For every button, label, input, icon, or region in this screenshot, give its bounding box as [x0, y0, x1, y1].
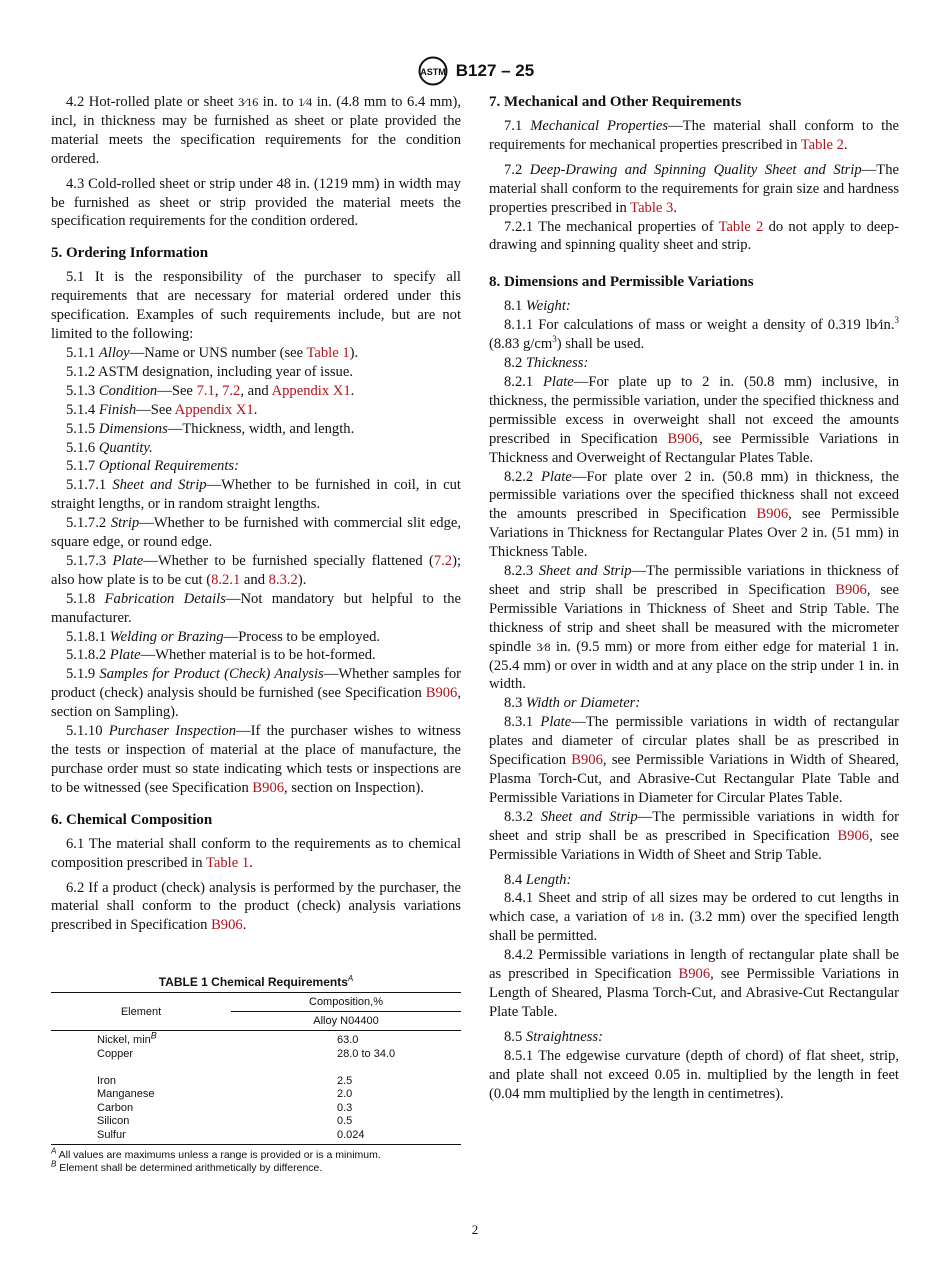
section-5-1-8-1: 5.1.8.1 Welding or Brazing—Process to be employed.	[66, 628, 381, 645]
section-5-1-6: 5.1.6 Quantity.	[66, 439, 153, 456]
link-b906[interactable]: B906	[252, 779, 285, 796]
link-b906[interactable]: B906	[425, 685, 458, 702]
section-8-3-2: 8.3.2 Sheet and Strip—The permissible variations in width for sheet and strip shall be as prescribed in Specification B906, see Permissible Variations in Width of Sheet and Strip Table.	[489, 808, 899, 863]
section-8-3-1: 8.3.1 Plate—The permissible variations in width of rectangular plates and diameter of circular plates shall be as prescribed in Specification B906, see Permissible Variations in Width of Sheared, Plasma Torch-Cut, and Abrasive-Cut Rectangular Plate Table and Permissible Variations in Diameter for Circular Plates Table.	[489, 714, 899, 806]
page-number: 2	[471, 1222, 479, 1237]
heading-chemical-composition: 6. Chemical Composition	[51, 811, 213, 828]
page-header	[0, 56, 950, 86]
heading-dimensions: 8. Dimensions and Permissible Variations	[489, 274, 754, 291]
heading-mechanical-requirements: 7. Mechanical and Other Requirements	[489, 94, 742, 110]
table-1-chemical-requirements	[51, 975, 461, 1175]
left-column	[51, 93, 461, 935]
link-table-1[interactable]: Table 1	[205, 854, 250, 871]
section-8-5-1: 8.5.1 The edgewise curvature (depth of chord) of flat sheet, strip, and plate shall not exceed 0.05 in. multiplied by the length in feet (0.04 mm multiplied by the length in centimetres).	[489, 1047, 899, 1102]
link-table-3[interactable]: Table 3	[630, 199, 674, 216]
link-b906[interactable]: B906	[678, 966, 711, 983]
table-footnotes	[51, 1146, 461, 1175]
link-7-1[interactable]: 7.1	[196, 382, 215, 399]
section-5-1-5: 5.1.5 Dimensions—Thickness, width, and length.	[66, 420, 355, 437]
section-5-1-7-3: 5.1.7.3 Plate—Whether to be furnished specially flattened (7.2); also how plate is to be cut (8.2.1 and 8.3.2).	[51, 552, 461, 588]
table-row: Nickel, $\min^B$ 63.0	[97, 1030, 359, 1046]
astm-logo-icon	[416, 56, 450, 86]
section-4-3: 4.3 Cold-rolled sheet or strip under 48 in. (1219 mm) in width may be furnished as sheet or strip provided the material meets the specification requirements for the condition ordered.	[51, 175, 461, 230]
section-8-3: 8.3 Width or Diameter:	[504, 695, 641, 712]
link-b906[interactable]: B906	[667, 430, 700, 447]
section-5-1-3: 5.1.3 Condition—See 7.1, 7.2, and Appendix X1.	[66, 382, 355, 399]
table-title: TABLE 1 Chemical Requirements$^A$	[158, 974, 354, 989]
section-4-2: 4.2 Hot-rolled plate or sheet 3⁄16 in. to 1⁄4 in. (4.8 mm to 6.4 mm), incl, in thickness may be furnished as sheet or plate provided the material meets the specification requirements for the condition ordered.	[51, 94, 461, 167]
fraction: 1⁄4	[298, 95, 313, 109]
section-8-5: 8.5 Straightness:	[504, 1028, 603, 1045]
section-5-1-1: 5.1.1 Alloy—Name or UNS number (see Table 1).	[66, 344, 359, 361]
link-7-2[interactable]: 7.2	[433, 552, 453, 569]
link-appendix-x1[interactable]: Appendix X1	[174, 401, 254, 418]
link-table-1[interactable]: Table 1	[306, 344, 350, 361]
section-5-1-4: 5.1.4 Finish—See Appendix X1.	[66, 401, 258, 418]
fraction: 1⁄8	[649, 910, 664, 925]
section-7-2-1: 7.2.1 The mechanical properties of Table 2 do not apply to deep-drawing and spinning quality sheet and strip.	[489, 218, 899, 254]
section-5-1-8-2: 5.1.8.2 Plate—Whether material is to be hot-formed.	[66, 647, 376, 664]
astm-logo-text: ASTM	[420, 67, 446, 77]
link-8-3-2[interactable]: 8.3.2	[268, 571, 298, 588]
section-7-2: 7.2 Deep-Drawing and Spinning Quality Sheet and Strip—The material shall conform to the requirements for grain size and hardness properties prescribed in Table 3.	[489, 161, 899, 216]
column-header-element: Element	[51, 993, 231, 1031]
footnote: $^B$ Element shall be determined arithmetically by difference.	[51, 1159, 323, 1174]
section-8-2-3: 8.2.3 Sheet and Strip—The permissible variations in thickness of sheet and strip shall be prescribed in Specification B906, see Permissible Variations in Thickness of Sheet and Strip Table. The thickness of strip and sheet shall be measured with the micrometer spindle 3⁄8 in. (9.5 mm) or more from either edge for material 1 in. (25.4 mm) or over in width and at any place on the strip under 1 in. in width.	[489, 563, 899, 693]
section-5-1: 5.1 It is the responsibility of the purchaser to specify all requirements that are necessary for material ordered under this specification. Examples of such requirements include, but are not limited to the following:	[51, 269, 461, 343]
link-b906[interactable]: B906	[211, 917, 243, 934]
footnote: $^A$ All values are maximums unless a range is provided or is a minimum.	[51, 1146, 381, 1161]
section-5-1-8: 5.1.8 Fabrication Details—Not mandatory but helpful to the manufacturer.	[51, 590, 462, 626]
right-column	[489, 93, 899, 1103]
section-8-4-1: 8.4.1 Sheet and strip of all sizes may be ordered to cut lengths in which case, a variation of 1⁄8 in. (3.2 mm) over the specified length shall be permitted.	[489, 890, 900, 945]
table-row: Copper 28.0 to 34.0	[97, 1047, 396, 1060]
link-b906[interactable]: B906	[756, 506, 789, 523]
fraction: 3⁄8	[536, 639, 551, 654]
table-row: Silicon 0.5	[97, 1115, 353, 1127]
column-header-composition: Composition,%	[231, 993, 461, 1012]
link-table-2[interactable]: Table 2	[718, 218, 764, 235]
section-5-1-7-2: 5.1.7.2 Strip—Whether to be furnished with commercial slit edge, square edge, or round edge.	[51, 515, 461, 551]
section-8-2-1: 8.2.1 Plate—For plate up to 2 in. (50.8 mm) inclusive, in thickness, the permissible variation, under the specified thickness and permissible excess in overweight shall not exceed the amounts prescribed in Specification B906, see Permissible Variations in Thickness and Overweight of Rectangular Plates Table.	[489, 373, 899, 466]
chemical-table	[51, 992, 461, 1145]
section-8-2: 8.2 Thickness:	[504, 355, 589, 372]
section-5-1-9: 5.1.9 Samples for Product (Check) Analysis—Whether samples for product (check) analysis should be furnished (see Specification B906, section on Sampling).	[51, 666, 461, 721]
section-8-2-2: 8.2.2 Plate—For plate over 2 in. (50.8 mm) in thickness, the permissible variations over the specified thickness shall not exceed the amounts prescribed in Specification B906, see Permissible Variations in Thickness for Rectangular Plates Over 2 in. (51 mm) in Thickness Table.	[489, 468, 899, 561]
table-row: Iron 2.5	[97, 1074, 353, 1087]
section-5-1-10: 5.1.10 Purchaser Inspection—If the purchaser wishes to witness the tests or inspection of material at the place of manufacture, the purchase order must so state indicating which tests or inspections are to be witnessed (see Specification B906, section on Inspection).	[51, 723, 461, 796]
column-header-alloy: Alloy N04400	[231, 1012, 461, 1031]
link-7-2[interactable]: 7.2	[222, 382, 241, 399]
link-8-2-1[interactable]: 8.2.1	[211, 571, 241, 588]
section-8-4-2: 8.4.2 Permissible variations in length of rectangular plate shall be as prescribed in Specification B906, see Permissible Variations in Length of Sheared, Plasma Torch-Cut, and Abrasive-Cut Rectangular Plate Table.	[489, 947, 899, 1020]
link-b906[interactable]: B906	[571, 752, 603, 769]
table-row: Manganese 2.0	[97, 1088, 353, 1100]
link-b906[interactable]: B906	[835, 581, 867, 598]
section-5-1-7-1: 5.1.7.1 Sheet and Strip—Whether to be furnished in coil, in cut straight lengths, or in random straight lengths.	[51, 477, 461, 513]
section-5-1-2: 5.1.2 ASTM designation, including year of issue.	[66, 363, 353, 380]
table-row: Sulfur 0.024	[51, 1129, 461, 1145]
standard-designation: B127 – 25	[455, 61, 535, 80]
link-table-2[interactable]: Table 2	[800, 136, 844, 153]
section-7-1: 7.1 Mechanical Properties—The material shall conform to the requirements for mechanical properties prescribed in Table 2.	[489, 118, 899, 153]
section-8-1-1: 8.1.1 For calculations of mass or weight a density of 0.319 lb⁄in.$^3$ (8.83 $g/cm^3$) shall be used.	[489, 315, 899, 353]
section-8-4: 8.4 Length:	[504, 871, 572, 888]
section-6-1: 6.1 The material shall conform to the requirements as to chemical composition prescribed in Table 1.	[51, 835, 461, 871]
table-row: Carbon 0.3	[97, 1101, 353, 1114]
link-b906[interactable]: B906	[837, 827, 870, 844]
fraction: 3⁄16	[238, 95, 259, 109]
section-8-1: 8.1 Weight:	[504, 298, 571, 315]
link-appendix-x1[interactable]: Appendix X1	[271, 382, 351, 399]
section-6-2: 6.2 If a product (check) analysis is performed by the purchaser, the material shall conform to the product (check) analysis variations prescribed in Specification B906.	[51, 879, 461, 934]
heading-ordering-information: 5. Ordering Information	[51, 245, 209, 262]
section-5-1-7: 5.1.7 Optional Requirements:	[66, 458, 239, 475]
